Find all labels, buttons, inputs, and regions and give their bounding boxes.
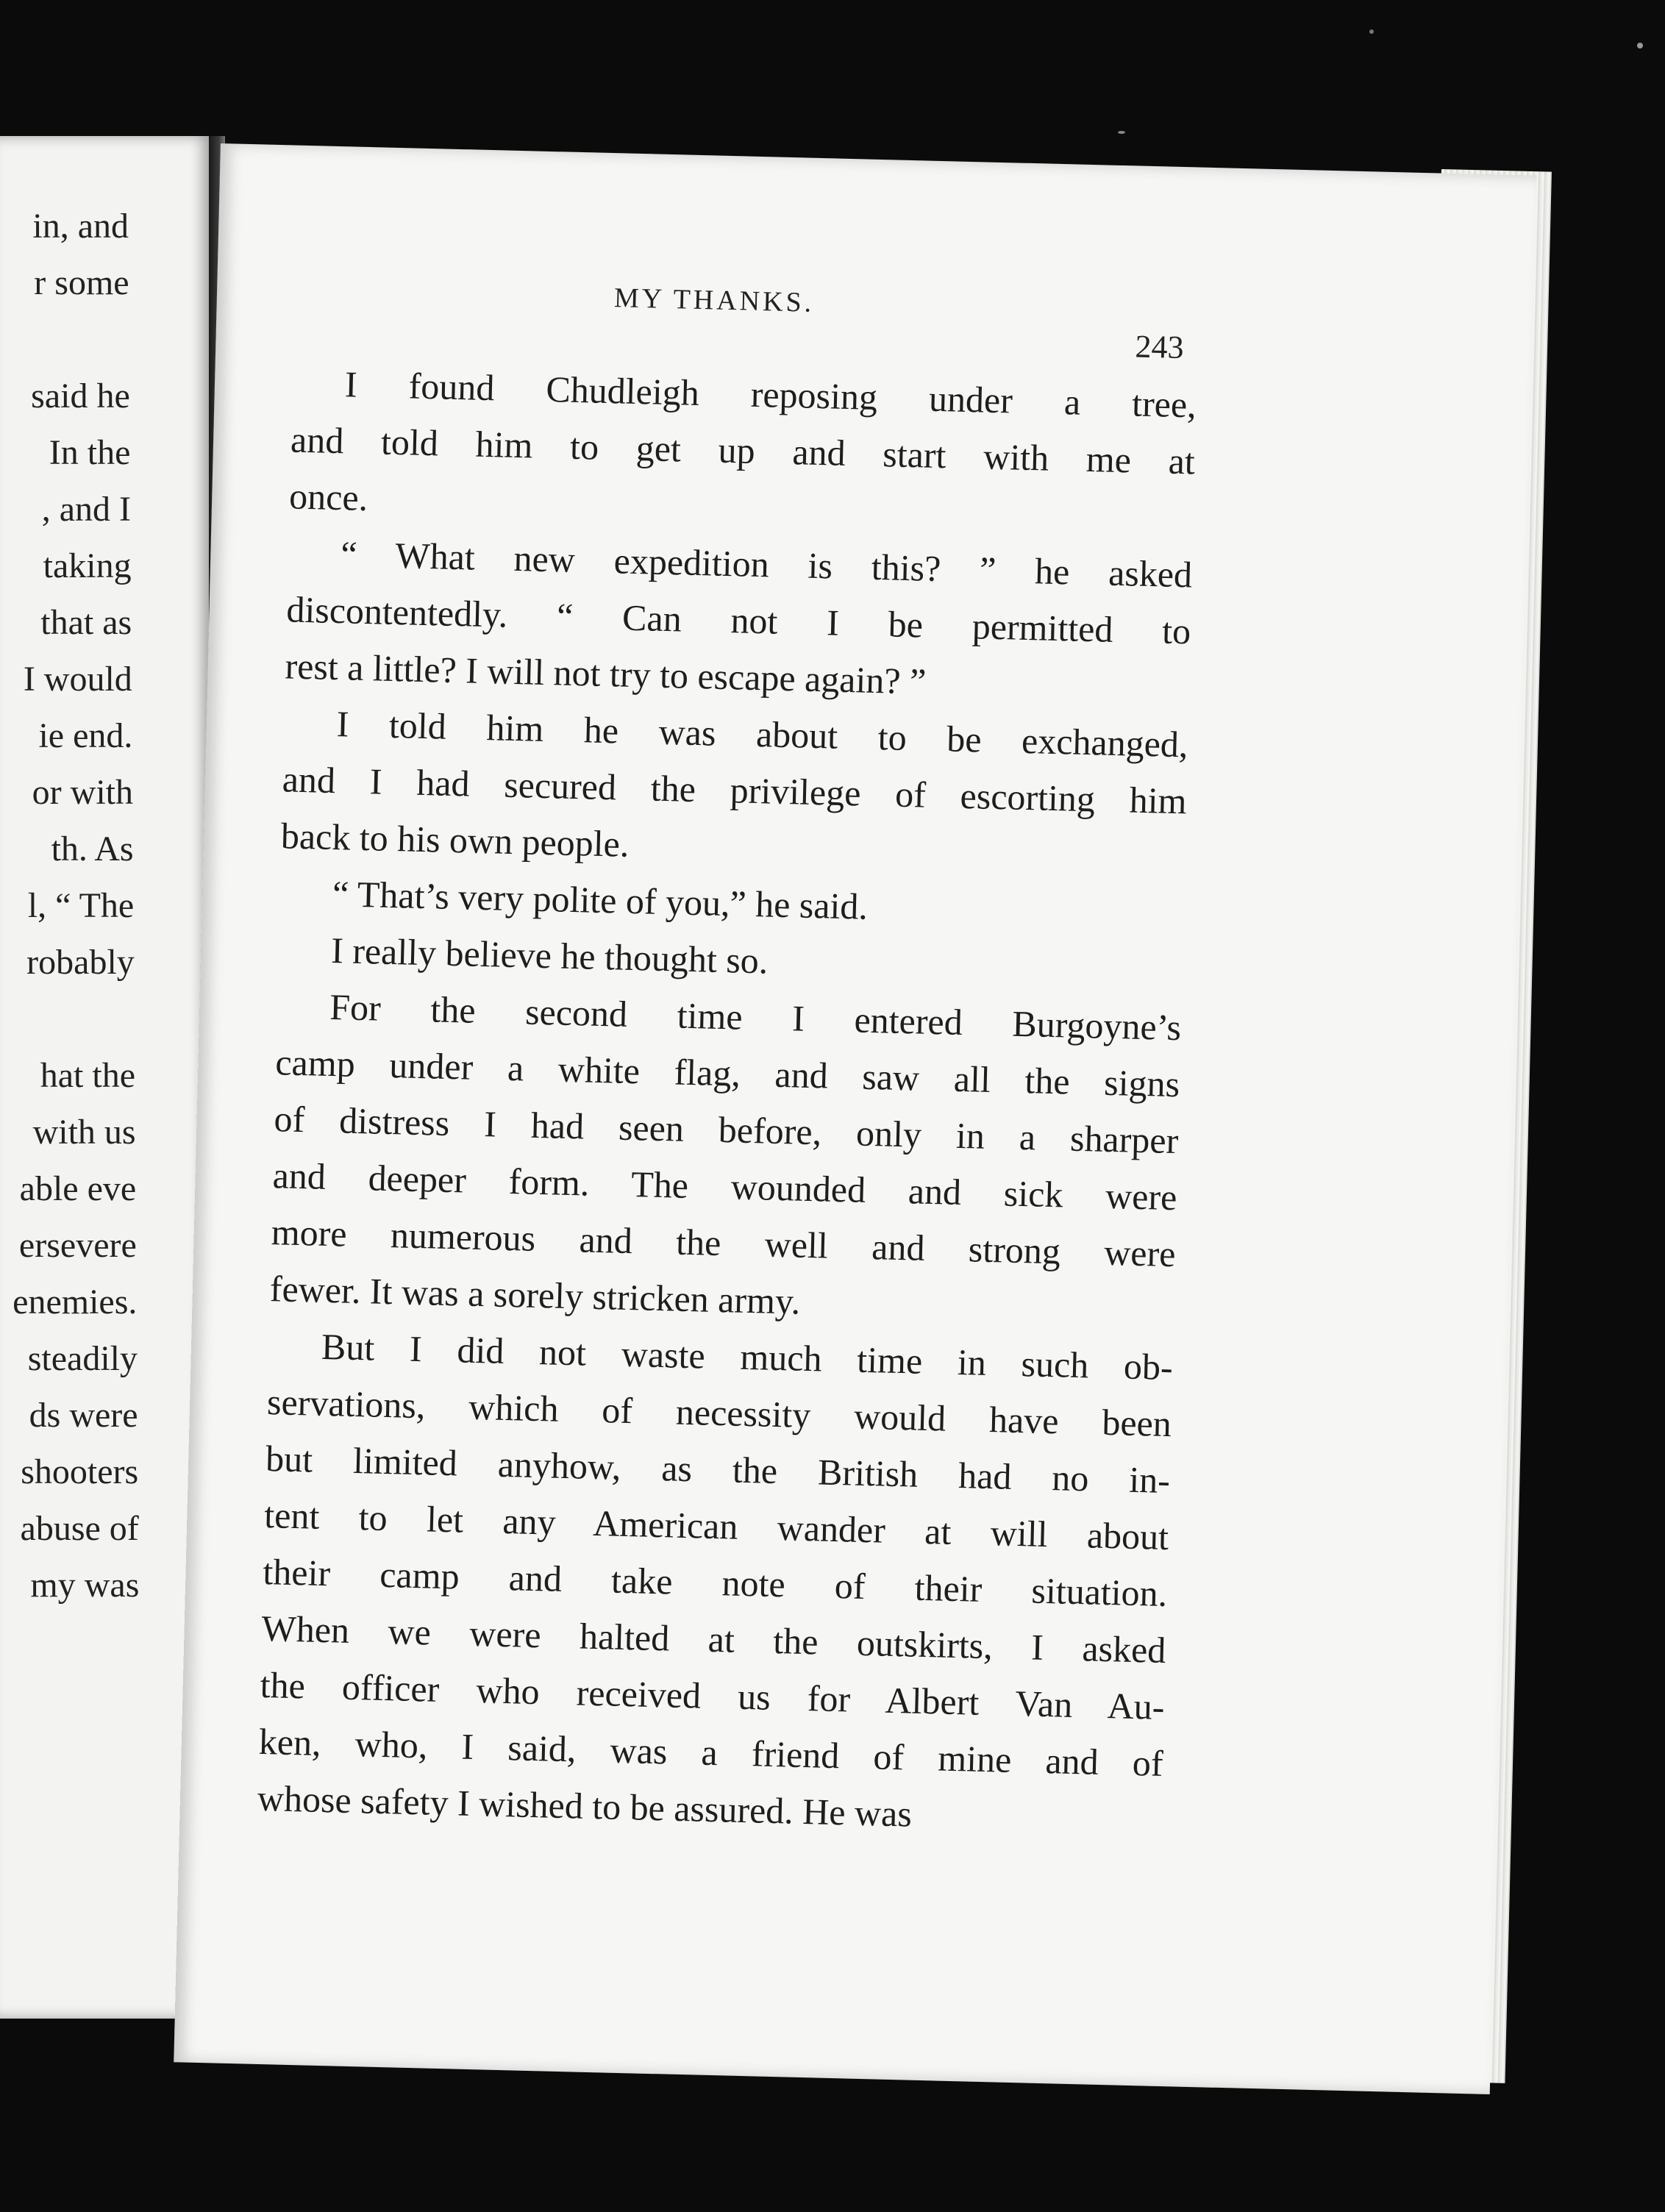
left-page-line: that as bbox=[40, 603, 132, 642]
text-line: the officer who received us for Albert Van Au- bbox=[260, 1663, 1166, 1727]
text-line: camp under a white flag, and saw all the signs bbox=[274, 1041, 1180, 1105]
text-line: and told him to get up and start with me at bbox=[290, 418, 1196, 482]
text-line: more numerous and the well and strong were bbox=[271, 1211, 1177, 1275]
dust-speck bbox=[1118, 131, 1125, 134]
body-text bbox=[257, 354, 1197, 1848]
left-page-line: l, “ The bbox=[27, 886, 135, 925]
text-line: and deeper form. The wounded and sick were bbox=[272, 1155, 1178, 1219]
left-page-line: , and I bbox=[41, 490, 131, 529]
text-line: once. bbox=[288, 475, 368, 519]
text-line: “ What new expedition is this? ” he asked bbox=[340, 533, 1193, 596]
text-line: I found Chudleigh reposing under a tree, bbox=[344, 363, 1197, 426]
left-page-line: In the bbox=[49, 433, 131, 472]
text-line: ken, who, I said, was a friend of mine and of bbox=[258, 1720, 1164, 1784]
left-page-line: th. As bbox=[51, 830, 134, 868]
text-line: but limited anyhow, as the British had no in- bbox=[265, 1438, 1171, 1502]
left-page-line: ie end. bbox=[38, 716, 133, 755]
text-line: tent to let any American wander at will about bbox=[263, 1494, 1169, 1558]
left-page-line: abuse of bbox=[20, 1509, 139, 1548]
text-line: whose safety I wished to be assured. He was bbox=[257, 1777, 913, 1835]
text-line: back to his own people. bbox=[280, 815, 630, 865]
left-page-line: enemies. bbox=[13, 1282, 138, 1321]
left-page-line: my was bbox=[30, 1566, 140, 1605]
left-page-line: r some bbox=[34, 263, 129, 302]
left-page-line: hat the bbox=[40, 1056, 135, 1095]
left-page-line: or with bbox=[32, 773, 133, 812]
left-page-line: robably bbox=[26, 943, 135, 982]
left-page-line: ersevere bbox=[18, 1226, 137, 1265]
page-number: 243 bbox=[1135, 328, 1185, 366]
text-line: and I had secured the privilege of escorting him bbox=[282, 758, 1188, 822]
left-page-line: said he bbox=[31, 377, 130, 415]
text-line: “ That’s very polite of you,” he said. bbox=[332, 873, 869, 927]
left-page-line: with us bbox=[32, 1113, 136, 1152]
left-page-line: I would bbox=[23, 660, 132, 699]
dust-speck bbox=[1637, 43, 1643, 49]
text-line: I really believe he thought so. bbox=[330, 930, 769, 982]
text-line: discontentedly. “ Can not I be permitted to bbox=[285, 588, 1191, 652]
text-line: of distress I had seen before, only in a sharper bbox=[273, 1098, 1179, 1162]
left-page-line: in, and bbox=[32, 207, 129, 246]
text-line: servations, which of necessity would have been bbox=[266, 1381, 1172, 1445]
left-page-line: steadily bbox=[27, 1339, 138, 1378]
text-line: fewer. It was a sorely stricken army. bbox=[269, 1268, 801, 1322]
left-page-line: shooters bbox=[21, 1452, 139, 1491]
left-page-line: taking bbox=[43, 546, 132, 585]
text-line: rest a little? I will not try to escape again? ” bbox=[284, 645, 927, 702]
text-line: I told him he was about to be exchanged, bbox=[336, 703, 1189, 766]
text-line: When we were halted at the outskirts, I asked bbox=[261, 1607, 1167, 1672]
text-line: But I did not waste much time in such ob- bbox=[321, 1325, 1174, 1388]
right-page bbox=[174, 143, 1536, 2094]
left-page-line: ds were bbox=[29, 1396, 138, 1435]
text-line: For the second time I entered Burgoyne’s bbox=[329, 985, 1182, 1049]
left-page-line: able eve bbox=[19, 1169, 137, 1208]
dust-speck bbox=[1369, 29, 1374, 34]
running-head: MY THANKS. bbox=[613, 282, 815, 318]
text-line: their camp and take note of their situation. bbox=[262, 1550, 1168, 1615]
